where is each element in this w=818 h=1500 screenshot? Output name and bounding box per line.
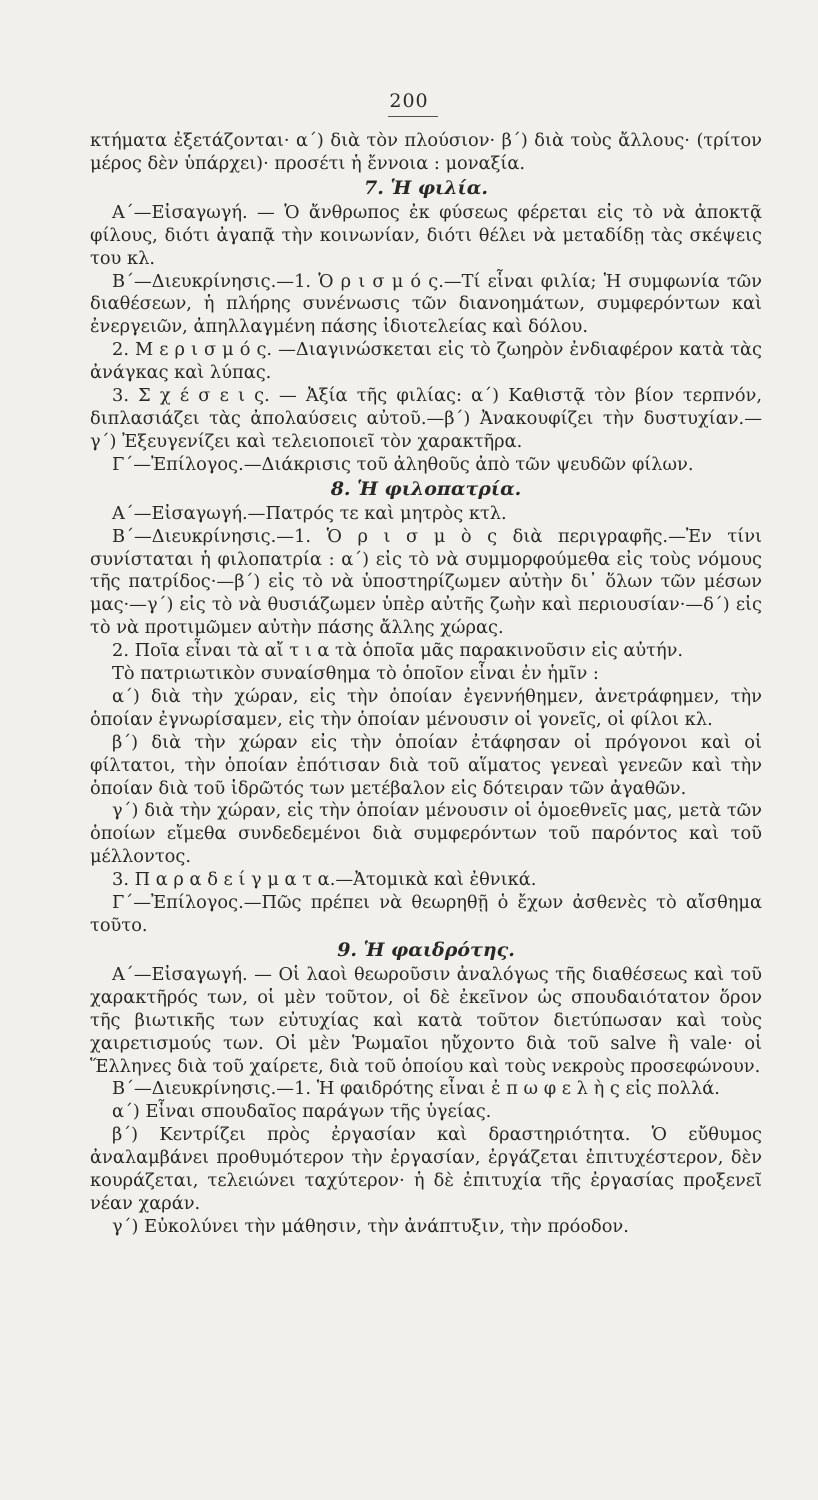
paragraph: α΄) διὰ τὴν χώραν, εἰς τὴν ὁποίαν ἐγεννήθημεν, ἀνετράφημεν, τὴν ὁποίαν ἐγνωρίσαμεν, εἰς τὴν ὁποίαν μένουσιν οἱ γονεῖς, οἱ φίλοι κλ.	[90, 685, 762, 730]
paragraph: Β΄—Διευκρίνησις.—1. Ἡ φαιδρότης εἶναι ἐ π ω φ ε λ ὴ ς εἰς πολλά.	[112, 1078, 720, 1100]
paragraph: 2. Ποῖα εἶναι τὰ αἴ τ ι α τὰ ὁποῖα μᾶς παρακινοῦσιν εἰς αὐτήν.	[112, 640, 684, 662]
paragraph: Β΄—Διευκρίνησις.—1. Ὁ ρ ι σ μ ό ς.—Τί εἶναι φιλία; Ἡ συμφωνία τῶν διαθέσεων, ἡ πλήρης συνένωσις τῶν διανοημάτων, συμφερόντων καὶ ἐνεργειῶν, ἀπηλλαγμένη πάσης ἰδιοτελείας καὶ δόλου.	[90, 270, 762, 338]
paragraph: κτήματα ἐξετάζονται· α΄) διὰ τὸν πλούσιον· β΄) διὰ τοὺς ἄλλους· (τρίτον μέρος δὲν ὑπάρχει)· προσέτι ἡ ἔννοια : μοναξία.	[90, 130, 762, 174]
section-heading: 7. Ἡ φιλία.	[364, 176, 488, 199]
paragraph: β΄) Κεντρίζει πρὸς ἐργασίαν καὶ δραστηριότητα. Ὁ εὔθυμος ἀναλαμβάνει προθυμότερον τὴν ἐργασίαν, ἐργάζεται ἐπιτυχέστερον, δὲν κουράζεται, τελειώνει ταχύτερον· ἡ δὲ ἐπιτυχία τῆς ἐργασίας προξενεῖ νέαν χαράν.	[90, 1124, 762, 1214]
paragraph: 3. Π α ρ α δ ε ί γ μ α τ α.—Ἀτομικὰ καὶ ἐθνικά.	[112, 869, 537, 891]
paragraph: γ΄) Εὐκολύνει τὴν μάθησιν, τὴν ἀνάπτυξιν, τὴν πρόοδον.	[112, 1215, 629, 1237]
paragraph: β΄) διὰ τὴν χώραν εἰς τὴν ὁποίαν ἐτάφησαν οἱ πρόγονοι καὶ οἱ φίλτατοι, τὴν ὁποίαν ἐπότισαν διὰ τοῦ αἵματος γενεαὶ γενεῶν καὶ τὴν ὁποίαν διὰ τοῦ ἱδρῶτός των μετέβαλον εἰς δότειραν τῶν ἀγαθῶν.	[90, 731, 762, 799]
paragraph: Γ΄—Ἐπίλογος.—Πῶς πρέπει νὰ θεωρηθῇ ὁ ἔχων ἀσθενὲς τὸ αἴσθημα τοῦτο.	[90, 892, 762, 936]
paragraph: γ΄) διὰ τὴν χώραν, εἰς τὴν ὁποίαν μένουσιν οἱ ὁμοεθνεῖς μας, μετὰ τῶν ὁποίων εἴμεθα συνδεδεμένοι διὰ συμφερόντων τοῦ παρόντος καὶ τοῦ μέλλοντος.	[90, 800, 762, 868]
header-rule	[388, 116, 438, 117]
paragraph: Β΄—Διευκρίνησις.—1. Ὁ ρ ι σ μ ὸ ς διὰ περιγραφῆς.—Ἐν τίνι συνίσταται ἡ φιλοπατρία : α΄) εἰς τὸ νὰ συμμορφούμεθα εἰς τοὺς νόμους τῆς πατρίδος·—β΄) εἰς τὸ νὰ ὑποστηρίζωμεν αὐτὴν δι᾿ ὅλων τῶν μέσων μας·—γ΄) εἰς τὸ νὰ θυσιάζωμεν ὑπὲρ αὐτῆς ζωὴν καὶ περιουσίαν·—δ΄) εἰς τὸ νὰ προτιμῶμεν αὐτὴν πάσης ἄλλης χώρας.	[90, 525, 762, 639]
paragraph: Α΄—Εἰσαγωγή. — Οἱ λαοὶ θεωροῦσιν ἀναλόγως τῆς διαθέσεως καὶ τοῦ χαρακτῆρός των, οἱ μὲν τοῦτον, οἱ δὲ ἐκεῖνον ὡς σπουδαιότατον ὅρον τῆς βιωτικῆς των εὐτυχίας καὶ κατὰ τοῦτον διετύπωσαν καὶ τοὺς χαιρετισμούς των. Οἱ μὲν Ῥωμαῖοι ηὔχοντο διὰ τοῦ salve ἢ vale· οἱ Ἕλληνες διὰ τοῦ χαίρετε, διὰ τοῦ ὁποίου καὶ τοὺς νεκροὺς προσεφώνουν.	[90, 963, 762, 1077]
section-heading: 9. Ἡ φαιδρότης.	[337, 938, 515, 961]
page-number: 200	[389, 90, 429, 112]
paragraph: Γ΄—Ἐπίλογος.—Διάκρισις τοῦ ἀληθοῦς ἀπὸ τῶν ψευδῶν φίλων.	[112, 453, 694, 475]
section-heading: 8. Ἡ φιλοπατρία.	[330, 477, 522, 500]
paragraph: Α΄—Εἰσαγωγή. — Ὁ ἄνθρωπος ἐκ φύσεως φέρεται εἰς τὸ νὰ ἀποκτᾷ φίλους, διότι ἀγαπᾷ τὴν κοινωνίαν, διότι θέλει νὰ μεταδίδῃ τὰς σκέψεις του κλ.	[90, 201, 762, 269]
paragraph: 3. Σ χ έ σ ε ι ς. — Ἀξία τῆς φιλίας: α΄) Καθιστᾷ τὸν βίον τερπνόν, διπλασιάζει τὰς ἀπολαύσεις αὐτοῦ.—β΄) Ἀνακουφίζει τὴν δυστυχίαν.— γ΄) Ἐξευγενίζει καὶ τελειοποιεῖ τὸν χαρακτῆρα.	[90, 385, 762, 452]
paragraph: α΄) Εἶναι σπουδαῖος παράγων τῆς ὑγείας.	[112, 1101, 492, 1123]
paragraph: Τὸ πατριωτικὸν συναίσθημα τὸ ὁποῖον εἶναι ἐν ἡμῖν :	[112, 663, 599, 685]
paragraph: Α΄—Εἰσαγωγή.—Πατρός τε καὶ μητρὸς κτλ.	[112, 502, 507, 524]
paragraph: 2. Μ ε ρ ι σ μ ό ς. —Διαγινώσκεται εἰς τὸ ζωηρὸν ἐνδιαφέρον κατὰ τὰς ἀνάγκας καὶ λύπας.	[90, 339, 762, 384]
page-body	[90, 130, 762, 1239]
